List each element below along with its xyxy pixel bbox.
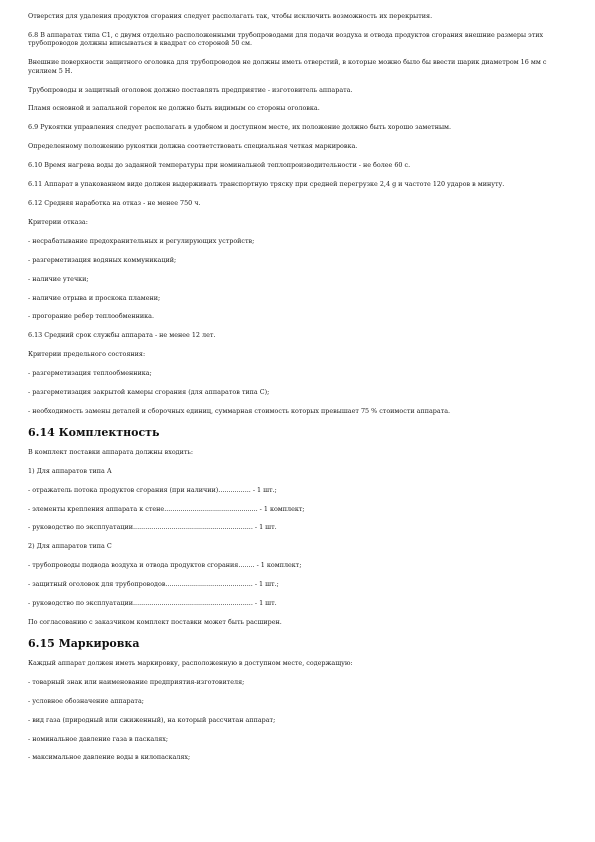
body-paragraph: - разгерметизация закрытой камеры сгорания (для аппаратов типа С); — [28, 388, 270, 397]
heading-6-15: 6.15 Маркировка — [28, 636, 140, 650]
body-paragraph: 6.9 Рукоятки управления следует располагать в удобном и доступном месте, их положение должно быть хорошо заметным. — [28, 123, 452, 132]
body-paragraph: - разгерметизация водяных коммуникаций; — [28, 255, 177, 264]
body-paragraph: 6.8 В аппаратах типа С1, с двумя отдельно расположенными трубопроводами для подачи воздуха и отвода продуктов сгорания внешние размеры этих трубопроводов должны вписываться в квадрат со стороной 50 см. — [28, 30, 544, 48]
completeness-paragraph: - руководство по эксплуатации........................................................... - 1 шт. — [28, 599, 277, 608]
body-paragraph: - разгерметизация теплообменника; — [28, 369, 152, 378]
body-paragraph: Внешние поверхности защитного оголовка для трубопроводов не должны иметь отверстий, в которые можно было бы ввести шарик диаметром 16 мм с усилием 5 Н. — [28, 58, 547, 75]
section-6-14-body — [28, 448, 568, 627]
completeness-paragraph: В комплект поставки аппарата должны входить: — [28, 447, 194, 456]
body-paragraph: Критерии отказа: — [28, 217, 88, 226]
marking-paragraph: - вид газа (природный или сжиженный), на который рассчитан аппарат; — [28, 715, 276, 724]
heading-6-14: 6.14 Комплектность — [28, 425, 160, 439]
section-6-15-body — [28, 659, 568, 762]
completeness-paragraph: 2) Для аппаратов типа С — [28, 542, 112, 551]
body-paragraph: 6.12 Средняя наработка на отказ - не менее 750 ч. — [28, 198, 201, 207]
marking-paragraph: - максимальное давление воды в килопаскалях; — [28, 753, 191, 762]
body-paragraph: - необходимость замены деталей и сборочных единиц, суммарная стоимость которых превышает 75 % стоимости аппарата. — [28, 406, 451, 415]
body-paragraph: Отверстия для удаления продуктов сгорания следует располагать так, чтобы исключить возможность их перекрытия. — [28, 12, 433, 20]
body-paragraph: 6.11 Аппарат в упакованном виде должен выдерживать транспортную тряску при средней перегрузке 2,4 g и частоте 120 ударов в минуту. — [28, 180, 505, 189]
completeness-paragraph: - отражатель потока продуктов сгорания (при наличии)................ - 1 шт.; — [28, 485, 277, 494]
body-paragraph: - несрабатывание предохранительных и регулирующих устройств; — [28, 236, 255, 245]
section-6-8-to-6-13 — [28, 12, 568, 415]
body-paragraph: Критерии предельного состояния: — [28, 350, 146, 359]
completeness-paragraph: По согласованию с заказчиком комплект поставки может быть расширен. — [28, 618, 282, 626]
body-paragraph: - прогорание ребер теплообменника. — [28, 312, 154, 321]
completeness-paragraph: - руководство по эксплуатации........................................................... - 1 шт. — [28, 523, 277, 532]
body-paragraph: Определенному положению рукоятки должна соответствовать специальная четкая маркировка. — [28, 142, 358, 151]
body-paragraph: 6.10 Время нагрева воды до заданной температуры при номинальной теплопроизводительности - не более 60 с. — [28, 161, 411, 170]
marking-paragraph: - условное обозначение аппарата; — [28, 696, 144, 705]
completeness-paragraph: - элементы крепления аппарата к стене.............................................. - 1 комплект; — [28, 504, 305, 513]
body-paragraph: - наличие утечки; — [28, 274, 89, 283]
completeness-paragraph: - трубопроводы подвода воздуха и отвода продуктов сгорания........ - 1 комплект; — [28, 561, 302, 570]
completeness-paragraph: 1) Для аппаратов типа А — [28, 466, 112, 475]
body-paragraph: Пламя основной и запальной горелок не должно быть видимым со стороны оголовка. — [28, 104, 320, 113]
marking-paragraph: - номинальное давление газа в паскалях; — [28, 734, 168, 743]
body-paragraph: - наличие отрыва и проскока пламени; — [28, 293, 161, 302]
marking-paragraph: Каждый аппарат должен иметь маркировку, расположенную в доступном месте, содержащую: — [28, 658, 353, 667]
body-paragraph: 6.13 Средний срок службы аппарата - не менее 12 лет. — [28, 331, 216, 340]
completeness-paragraph: - защитный оголовок для трубопроводов........................................... - 1 шт.; — [28, 580, 279, 589]
marking-paragraph: - товарный знак или наименование предприятия-изготовителя; — [28, 677, 245, 686]
body-paragraph: Трубопроводы и защитный оголовок должно поставлять предприятие - изготовитель аппарата. — [28, 85, 353, 94]
document-page — [28, 12, 568, 772]
